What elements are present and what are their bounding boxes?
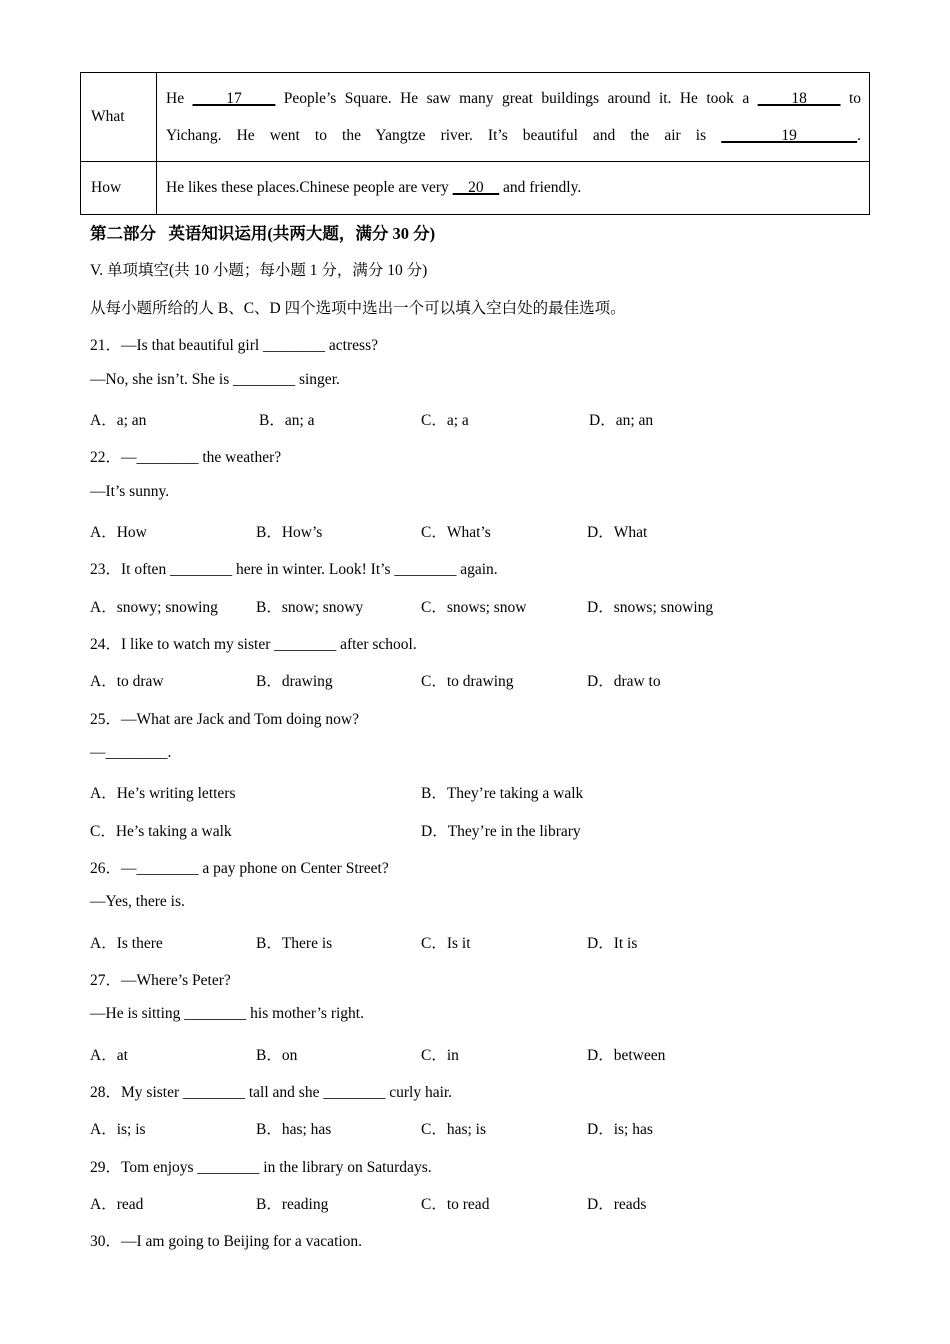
q29-option-c: C．to read xyxy=(421,1196,490,1213)
q24-option-d: D．draw to xyxy=(587,673,661,690)
table-row-what xyxy=(81,73,870,162)
q28-option-c: C．has; is xyxy=(421,1121,487,1138)
q27-option-a: A．at xyxy=(90,1047,128,1064)
q22-option-d: D．What xyxy=(587,524,648,541)
q27-option-c: C．in xyxy=(421,1047,459,1064)
q21-option-b: B．an; a xyxy=(259,412,315,429)
section-title: 第二部分 英语知识运用(共两大题，满分 30 分) xyxy=(90,224,436,243)
section-subtitle: V. 单项填空(共 10 小题；每小题 1 分，满分 10 分) xyxy=(90,262,428,279)
q29-option-b: B．reading xyxy=(256,1196,329,1213)
blank-18: 18 xyxy=(757,90,841,107)
q21-option-c: C．a; a xyxy=(421,412,469,429)
question-27-line-1: 27．—Where’s Peter? xyxy=(90,972,231,989)
q26-option-d: D．It is xyxy=(587,935,638,952)
row-label-how: How xyxy=(81,162,157,215)
question-26-line-1: 26．—________ a pay phone on Center Street? xyxy=(90,860,389,877)
passage-summary-table xyxy=(80,72,870,215)
q28-option-a: A．is; is xyxy=(90,1121,146,1138)
row-text-how: He likes these places.Chinese people are very 20 and friendly. xyxy=(157,162,870,215)
q26-option-b: B．There is xyxy=(256,935,333,952)
q21-option-d: D．an; an xyxy=(589,412,654,429)
q26-option-c: C．Is it xyxy=(421,935,471,952)
q23-option-a: A．snowy; snowing xyxy=(90,599,218,616)
question-28-line-1: 28．My sister ________ tall and she ________ curly hair. xyxy=(90,1084,453,1101)
q25-option-a: A．He’s writing letters xyxy=(90,785,236,802)
q22-option-c: C．What’s xyxy=(421,524,491,541)
q22-option-b: B．How’s xyxy=(256,524,323,541)
q23-option-b: B．snow; snowy xyxy=(256,599,364,616)
q29-option-a: A．read xyxy=(90,1196,144,1213)
question-24-line-1: 24．I like to watch my sister ________ after school. xyxy=(90,636,417,653)
blank-19: 19 xyxy=(721,127,858,144)
q23-option-d: D．snows; snowing xyxy=(587,599,714,616)
row-label-what: What xyxy=(81,73,157,162)
question-29-line-1: 29．Tom enjoys ________ in the library on Saturdays. xyxy=(90,1159,432,1176)
q24-option-c: C．to drawing xyxy=(421,673,514,690)
q24-option-b: B．drawing xyxy=(256,673,333,690)
question-21-line-1: 21．—Is that beautiful girl ________ actress? xyxy=(90,337,378,354)
row-text-what xyxy=(157,73,870,162)
question-25-line-1: 25．—What are Jack and Tom doing now? xyxy=(90,711,359,728)
question-25-line-2: —________. xyxy=(90,744,172,761)
q25-option-c: C．He’s taking a walk xyxy=(90,823,232,840)
q21-option-a: A．a; an xyxy=(90,412,147,429)
what-line-2: Yichang. He went to the Yangtze river. It’s beautiful and the air is 19 . xyxy=(166,127,862,144)
q27-option-b: B．on xyxy=(256,1047,298,1064)
question-30-line-1: 30．—I am going to Beijing for a vacation. xyxy=(90,1233,363,1250)
q26-option-a: A．Is there xyxy=(90,935,163,952)
question-22-line-2: —It’s sunny. xyxy=(90,483,170,500)
question-22-line-1: 22．—________ the weather? xyxy=(90,449,282,466)
table-row-how xyxy=(81,162,870,215)
q23-option-c: C．snows; snow xyxy=(421,599,527,616)
q25-option-d: D．They’re in the library xyxy=(421,823,581,840)
question-26-line-2: —Yes, there is. xyxy=(90,893,185,910)
what-line-1: He 17 People’s Square. He saw many great buildings around it. He took a 18 to xyxy=(166,90,861,107)
question-23-line-1: 23．It often ________ here in winter. Look! It’s ________ again. xyxy=(90,561,498,578)
q24-option-a: A．to draw xyxy=(90,673,164,690)
blank-17: 17 xyxy=(192,90,276,107)
q25-option-b: B．They’re taking a walk xyxy=(421,785,584,802)
q28-option-b: B．has; has xyxy=(256,1121,332,1138)
question-27-line-2: —He is sitting ________ his mother’s right. xyxy=(90,1005,364,1022)
q27-option-d: D．between xyxy=(587,1047,666,1064)
blank-20: 20 xyxy=(452,179,500,196)
q29-option-d: D．reads xyxy=(587,1196,647,1213)
section-instruction: 从每小题所给的人 B、C、D 四个选项中选出一个可以填入空白处的最佳选项。 xyxy=(90,300,626,317)
q22-option-a: A．How xyxy=(90,524,147,541)
question-21-line-2: —No, she isn’t. She is ________ singer. xyxy=(90,371,340,388)
q28-option-d: D．is; has xyxy=(587,1121,653,1138)
